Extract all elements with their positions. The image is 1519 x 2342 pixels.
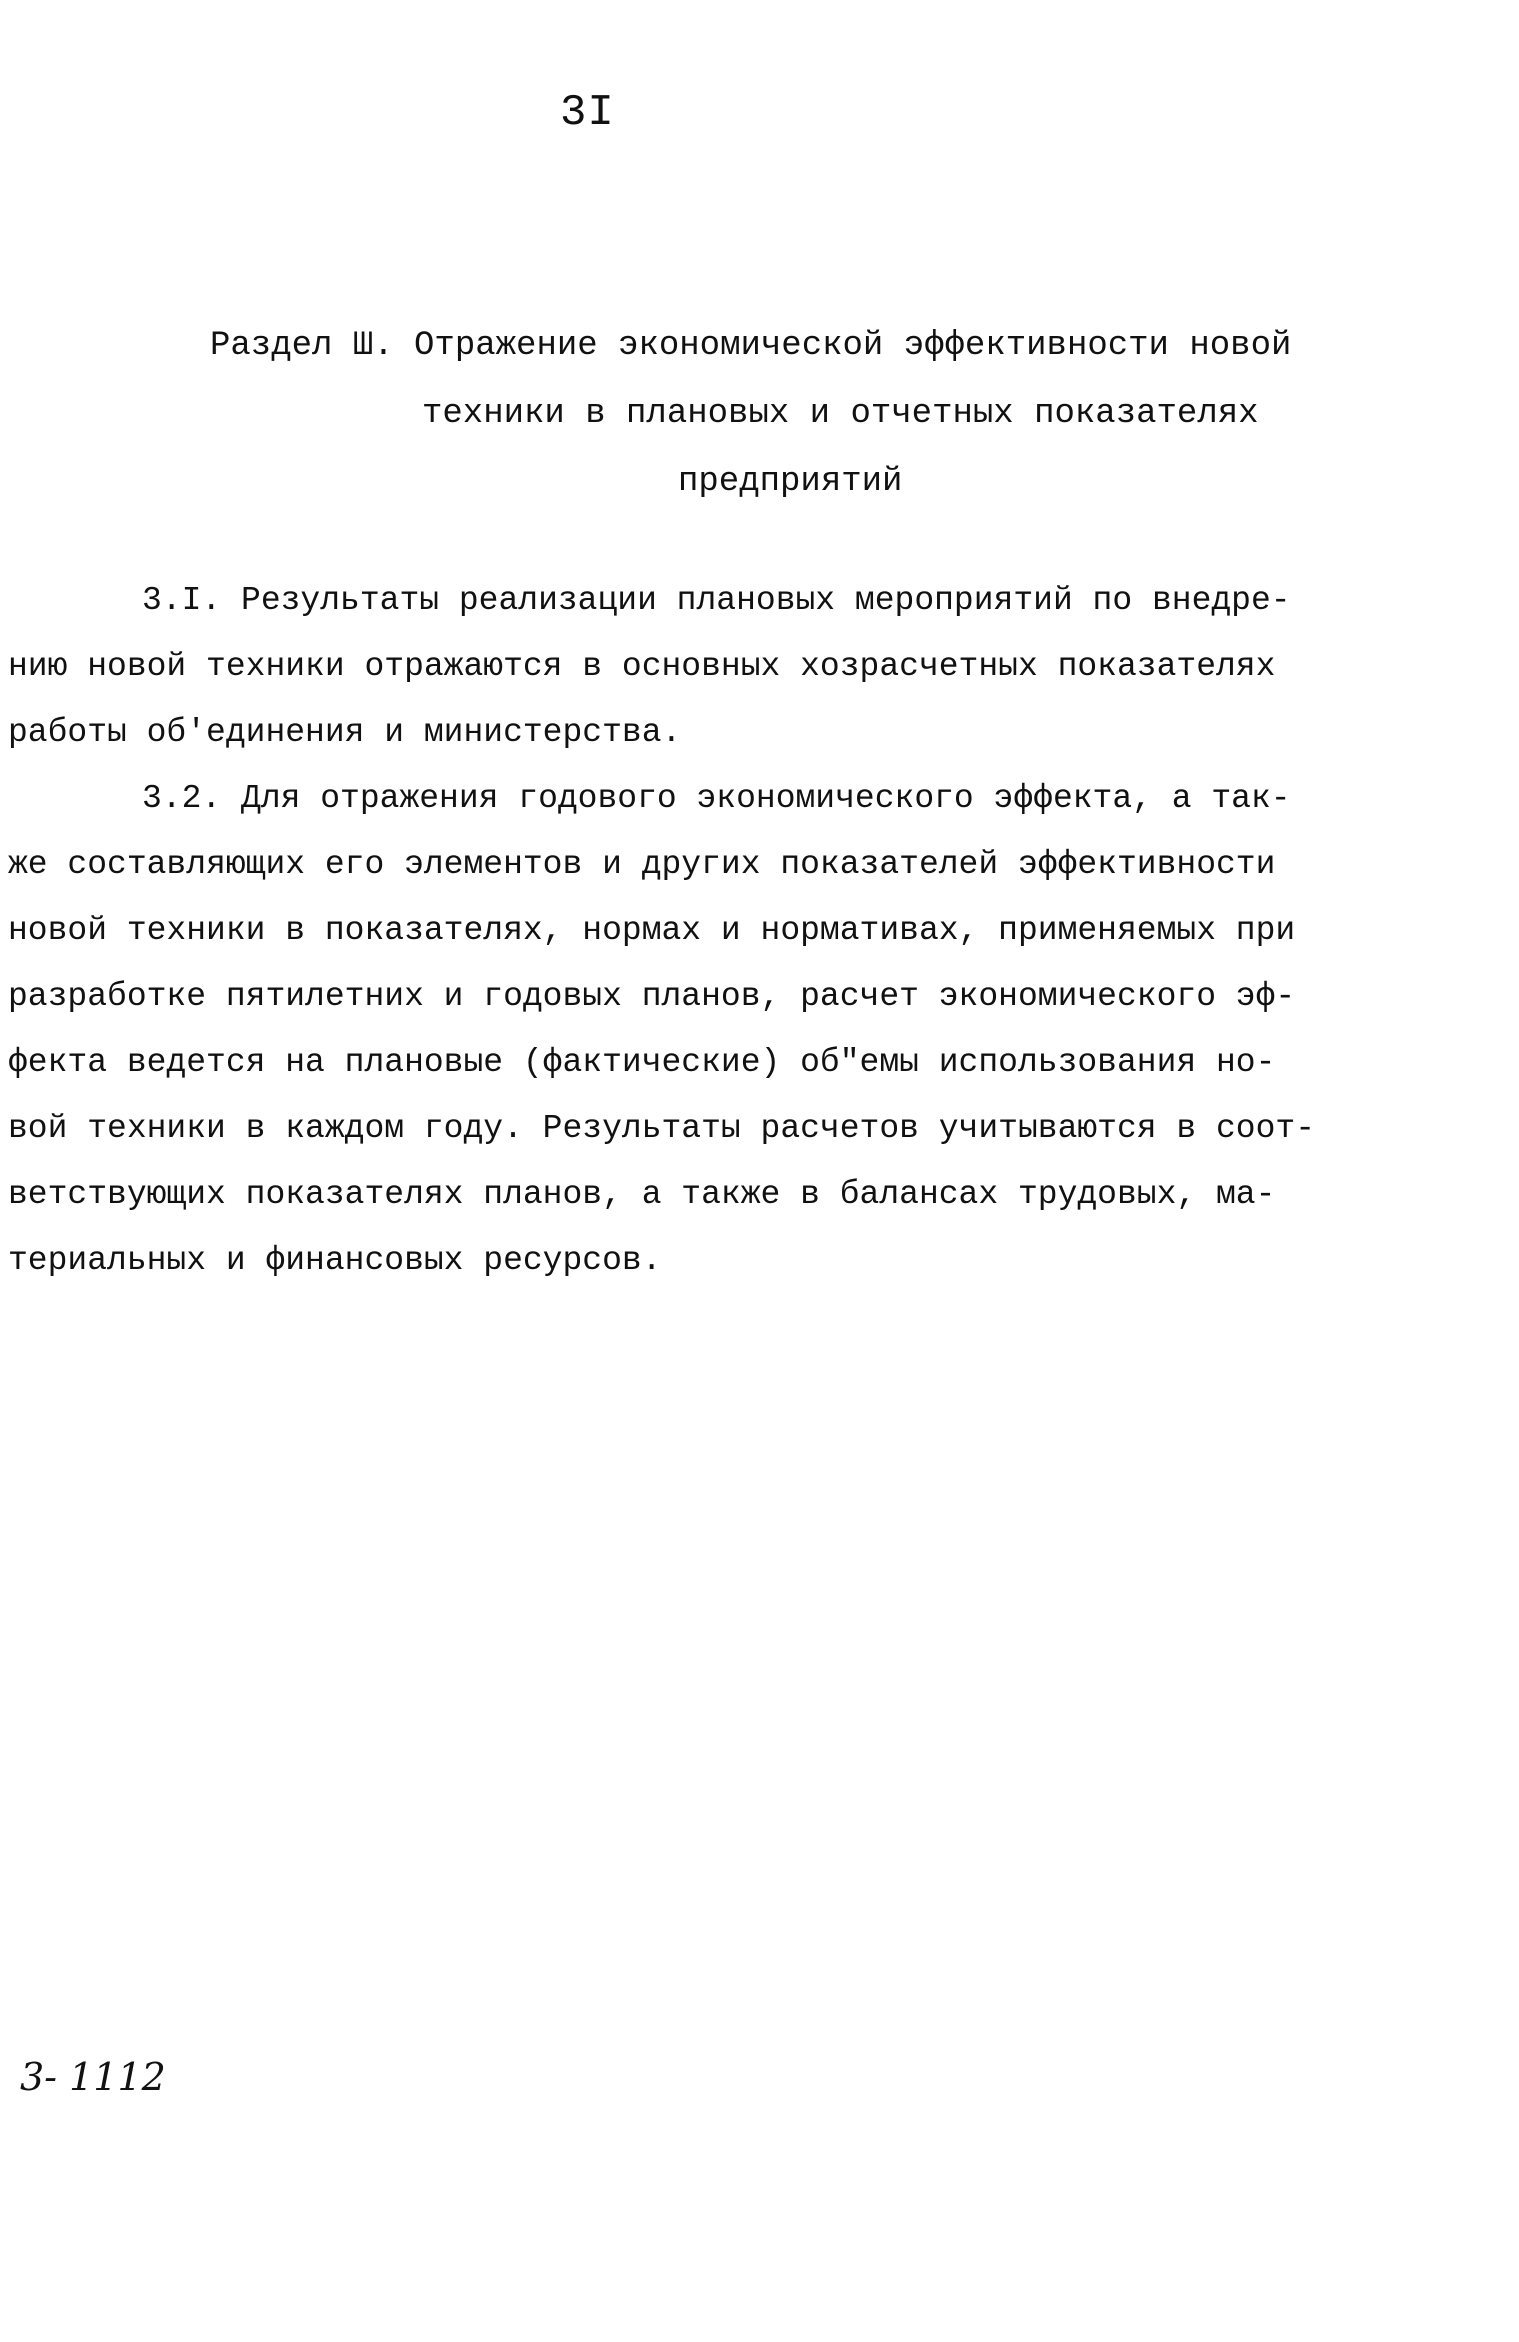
paragraph-line: 3.2. Для отражения годового экономического эффекта, а так- (142, 780, 1291, 817)
paragraph-line: 3.I. Результаты реализации плановых мероприятий по внедре- (142, 582, 1291, 619)
paragraph-line: новой техники в показателях, нормах и нормативах, применяемых при (8, 912, 1296, 949)
paragraph-line: разработке пятилетних и годовых планов, расчет экономического эф- (8, 978, 1296, 1015)
section-heading (210, 312, 1350, 516)
page-number: 3I (560, 88, 615, 138)
section-heading-line: Раздел Ш. Отражение экономической эффективности новой (210, 327, 1292, 365)
paragraph-line: ветствующих показателях планов, а также в балансах трудовых, ма- (8, 1176, 1276, 1213)
paragraph-line: фекта ведется на плановые (фактические) об"емы использования но- (8, 1044, 1276, 1081)
paragraph-line: териальных и финансовых ресурсов. (8, 1242, 662, 1279)
section-heading-line: техники в плановых и отчетных показателях (422, 395, 1259, 433)
handwritten-document-number: 3- 1112 (20, 2055, 166, 2099)
paragraph-3-2 (8, 766, 1333, 1294)
section-heading-line: предприятий (678, 463, 903, 501)
paragraph-3-1 (8, 568, 1333, 766)
paragraph-line: вой техники в каждом году. Результаты расчетов учитываются в соот- (8, 1110, 1316, 1147)
paragraph-line: нию новой техники отражаются в основных хозрасчетных показателях (8, 648, 1276, 685)
paragraph-line: же составляющих его элементов и других показателей эффективности (8, 846, 1276, 883)
paragraph-line: работы об'единения и министерства. (8, 714, 682, 751)
